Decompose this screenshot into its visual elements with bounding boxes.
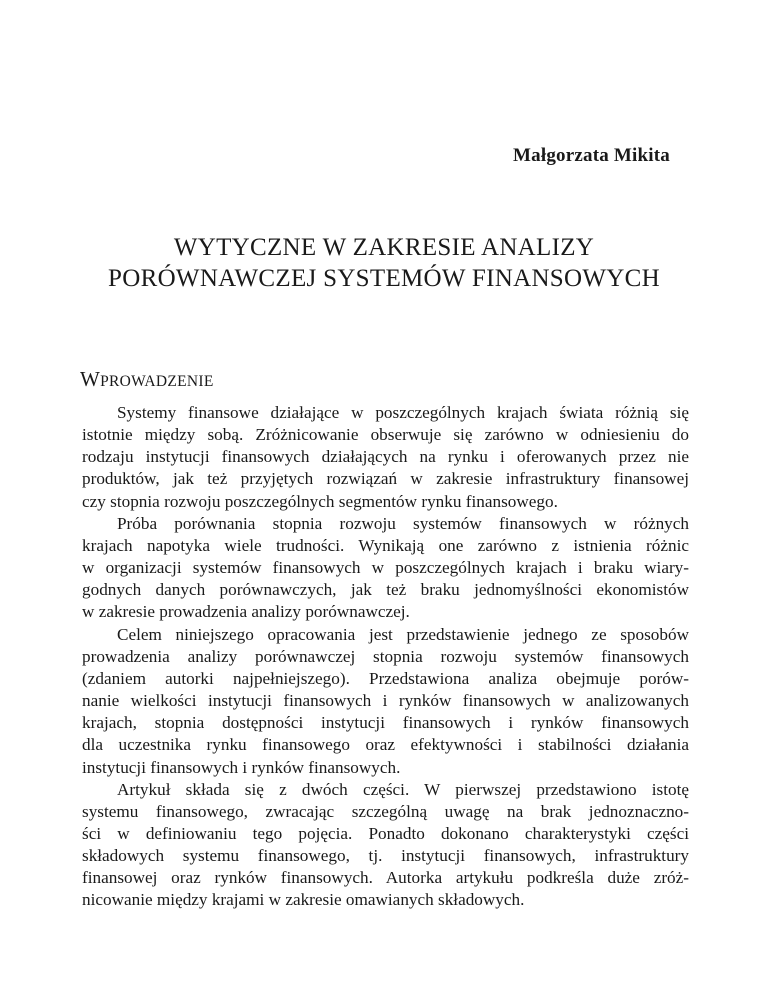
paragraph-line: rodzaju instytucji finansowych działających na rynku i oferowanych przez nie <box>82 447 689 467</box>
title-line-2: PORÓWNAWCZEJ SYSTEMÓW FINANSOWYCH <box>108 265 660 292</box>
paragraph <box>82 513 689 624</box>
paragraph-line: istotnie między sobą. Zróżnicowanie obserwuje się zarówno w odniesieniu do <box>82 425 689 445</box>
paragraph-line: nicowanie między krajami w zakresie omawianych składowych. <box>82 890 525 910</box>
paragraph-line: nanie wielkości instytucji finansowych i rynków finansowych w analizowanych <box>82 691 689 711</box>
paragraph-line: ści w definiowaniu tego pojęcia. Ponadto dokonano charakterystyki części <box>82 823 689 843</box>
paragraph-line: Celem niniejszego opracowania jest przedstawienie jednego ze sposobów <box>117 624 689 644</box>
section-heading-rest: PROWADZENIE <box>100 373 214 390</box>
paragraph-line: produktów, jak też przyjętych rozwiązań w zakresie infrastruktury finansowej <box>82 469 689 489</box>
section-heading <box>80 367 214 392</box>
paragraph-line: krajach, stopnia dostępności instytucji finansowych i rynków finansowych <box>82 713 689 733</box>
paragraph <box>82 624 689 779</box>
paragraph-line: w zakresie prowadzenia analizy porównawczej. <box>82 602 410 622</box>
paragraph-line: Artykuł składa się z dwóch części. W pierwszej przedstawiono istotę <box>117 779 689 799</box>
paragraph-line: godnych danych porównawczych, jak też braku jednomyślności ekonomistów <box>82 580 689 600</box>
paragraph-line: składowych systemu finansowego, tj. instytucji finansowych, infrastruktury <box>82 846 689 866</box>
paragraph-line: krajach napotyka wiele trudności. Wynikają one zarówno z istnienia różnic <box>82 535 689 555</box>
paragraph-line: prowadzenia analizy porównawczej stopnia rozwoju systemów finansowych <box>82 646 689 666</box>
paragraph-line: Systemy finansowe działające w poszczególnych krajach świata różnią się <box>117 403 689 422</box>
paragraph-line: (zdaniem autorki najpełniejszego). Przedstawiona analiza obejmuje porów- <box>82 668 689 688</box>
article-title <box>80 232 688 294</box>
paragraph-line: w organizacji systemów finansowych w poszczególnych krajach i braku wiary- <box>82 558 689 578</box>
title-line-1: WYTYCZNE W ZAKRESIE ANALIZY <box>173 234 595 261</box>
paragraph-line: dla uczestnika rynku finansowego oraz efektywności i stabilności działania <box>82 735 689 755</box>
body-text <box>82 402 689 912</box>
author-name: Małgorzata Mikita <box>513 145 670 166</box>
paragraph-line: czy stopnia rozwoju poszczególnych segmentów rynku finansowego. <box>82 491 558 511</box>
paragraph-line: systemu finansowego, zwracając szczególną uwagę na brak jednoznaczno- <box>82 801 689 821</box>
paragraph <box>82 779 689 912</box>
paragraph-line: finansowej oraz rynków finansowych. Autorka artykułu podkreśla duże zróż- <box>82 868 689 888</box>
paragraph-line: Próba porównania stopnia rozwoju systemów finansowych w różnych <box>117 513 689 533</box>
paragraph-line: instytucji finansowych i rynków finansowych. <box>82 757 401 777</box>
section-heading-initial: W <box>80 367 101 391</box>
paragraph <box>82 402 689 513</box>
